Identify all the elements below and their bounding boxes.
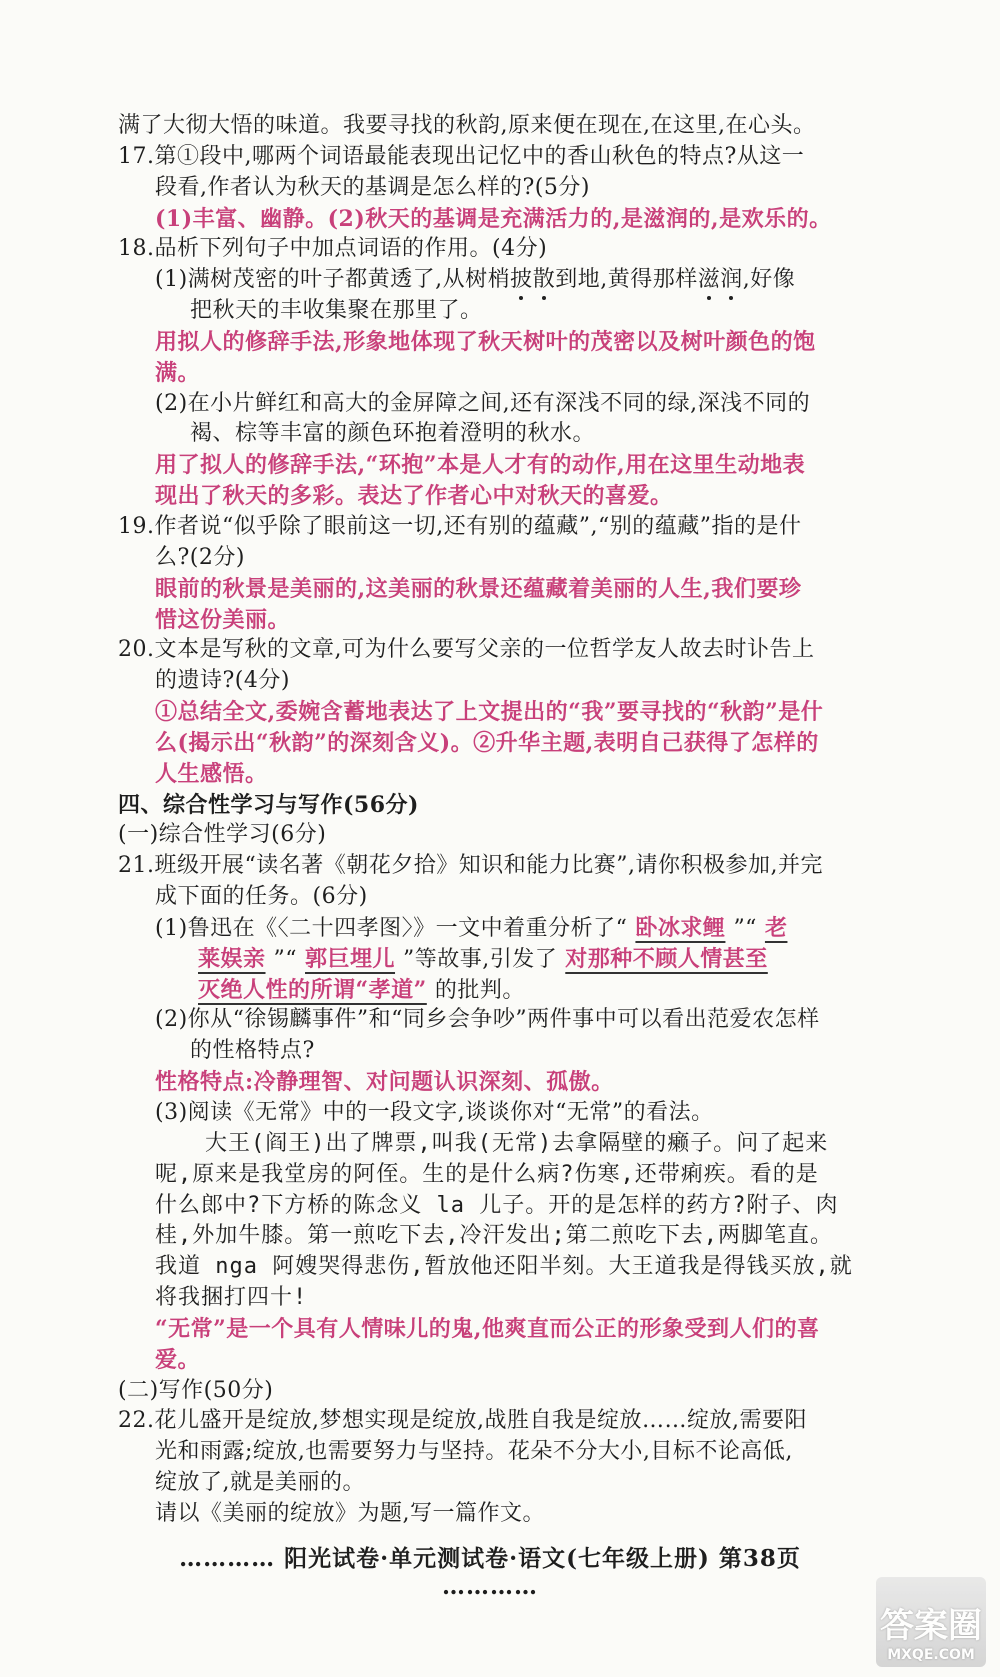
answer-19-cont: 惜这份美丽。	[155, 607, 291, 633]
watermark-url: MXQE.COM	[887, 1647, 975, 1663]
question-18-sentence-2-cont: 褐、棕等丰富的颜色环抱着澄明的秋水。	[190, 421, 596, 446]
subsection-heading: (一)综合性学习(6分)	[118, 822, 327, 847]
fill-blank-answer: 卧冰求鲤	[635, 915, 726, 941]
question-21-2-cont: 的性格特点?	[190, 1038, 315, 1063]
text-line: 满了大彻大悟的味道。我要寻找的秋韵,原来便在现在,在这里,在心头。	[118, 113, 816, 138]
subsection-heading: (二)写作(50分)	[118, 1378, 274, 1403]
question-22-cont2: 绽放了,就是美丽的。	[155, 1470, 365, 1495]
answer-18-1-cont: 满。	[155, 360, 201, 386]
answer-20-cont: 么(揭示出“秋韵”的深刻含义)。②升华主题,表明自己获得了怎样的	[155, 730, 819, 756]
question-21: 21.班级开展“读名著《朝花夕拾》知识和能力比赛”,请你积极参加,并完	[118, 853, 823, 878]
question-21-3: (3)阅读《无常》中的一段文字,谈谈你对“无常”的看法。	[155, 1100, 714, 1125]
answer-21-3: “无常”是一个具有人情味儿的鬼,他爽直而公正的形象受到人们的喜	[155, 1316, 820, 1342]
passage-line: 呢,原来是我堂房的阿侄。生的是什么病?伤寒,还带痢疾。看的是	[155, 1162, 819, 1187]
dotted-word: 散	[532, 267, 556, 292]
dotted-word: 润	[720, 267, 743, 292]
page-footer: ………… 阳光试卷·单元测试卷·语文(七年级上册) 第38页 …………	[179, 1545, 801, 1600]
answer-17: (1)丰富、幽静。(2)秋天的基调是充满活力的,是滋润的,是欢乐的。	[155, 206, 832, 232]
fill-blank-answer: 对那种不顾人情甚至	[565, 946, 768, 972]
question-21-1-cont2: 灭绝人性的所谓“孝道” 的批判。	[190, 976, 525, 1005]
fill-blank-answer: 莱娱亲	[198, 946, 266, 972]
question-19: 19.作者说“似乎除了眼前这一切,还有别的蕴藏”,“别的蕴藏”指的是什	[118, 514, 802, 539]
watermark-text: 答案圈	[880, 1605, 982, 1646]
answer-18-2-cont: 现出了秋天的多彩。表达了作者心中对秋天的喜爱。	[155, 483, 673, 509]
question-20: 20.文本是写秋的文章,可为什么要写父亲的一位哲学友人故去时讣告上	[118, 637, 815, 662]
dotted-word: 披	[510, 267, 533, 292]
answer-21-2: 性格特点:冷静理智、对问题认识深刻、孤傲。	[155, 1069, 614, 1095]
passage-line: 什么郎中?下方桥的陈念义 la 儿子。开的是怎样的药方?附子、肉	[155, 1193, 839, 1218]
question-21-1: (1)鲁迅在《〈二十四孝图〉》一文中着重分析了“ 卧冰求鲤 ”“ 老	[155, 914, 795, 943]
fill-blank-answer: 灭绝人性的所谓“孝道”	[198, 977, 427, 1003]
answer-19: 眼前的秋景是美丽的,这美丽的秋景还蕴藏着美丽的人生,我们要珍	[155, 576, 802, 602]
question-18-sentence-1: (1)满树茂密的叶子都黄透了,从树梢披散到地,黄得那样滋润,好像	[155, 267, 796, 292]
question-17-cont: 段看,作者认为秋天的基调是怎么样的?(5分)	[155, 175, 590, 200]
answer-18-2: 用了拟人的修辞手法,“环抱”本是人才有的动作,用在这里生动地表	[155, 452, 806, 478]
passage-line: 桂,外加牛膝。第一煎吃下去,冷汗发出;第二煎吃下去,两脚笔直。	[155, 1223, 833, 1248]
passage-line: 将我捆打四十!	[155, 1285, 308, 1310]
passage-line: 大王(阎王)出了牌票,叫我(无常)去拿隔壁的癞子。问了起来	[205, 1131, 829, 1156]
dotted-word: 滋	[697, 267, 721, 292]
question-18-sentence-1-cont: 把秋天的丰收集聚在那里了。	[190, 298, 483, 323]
question-21-cont: 成下面的任务。(6分)	[155, 884, 368, 909]
watermark-logo	[876, 1577, 986, 1667]
question-18-sentence-2: (2)在小片鲜红和高大的金屏障之间,还有深浅不同的绿,深浅不同的	[155, 391, 811, 416]
question-22-cont3: 请以《美丽的绽放》为题,写一篇作文。	[155, 1501, 545, 1526]
answer-20: ①总结全文,委婉含蓄地表达了上文提出的“我”要寻找的“秋韵”是什	[155, 699, 824, 725]
fill-blank-answer: 郭巨埋儿	[305, 946, 396, 972]
question-19-cont: 么?(2分)	[155, 545, 245, 570]
section-heading: 四、综合性学习与写作(56分)	[118, 792, 419, 818]
question-22: 22.花儿盛开是绽放,梦想实现是绽放,战胜自我是绽放……绽放,需要阳	[118, 1408, 807, 1433]
answer-21-3-cont: 爱。	[155, 1347, 201, 1373]
answer-18-1: 用拟人的修辞手法,形象地体现了秋天树叶的茂密以及树叶颜色的饱	[155, 329, 816, 355]
question-21-2: (2)你从“徐锡麟事件”和“同乡会争吵”两件事中可以看出范爱农怎样	[155, 1007, 820, 1032]
answer-20-cont2: 人生感悟。	[155, 761, 268, 787]
question-17: 17.第①段中,哪两个词语最能表现出记忆中的香山秋色的特点?从这一	[118, 144, 805, 169]
passage-line: 我道 nga 阿嫂哭得悲伤,暂放他还阳半刻。大王道我是得钱买放,就	[155, 1254, 853, 1279]
question-20-cont: 的遗诗?(4分)	[155, 668, 290, 693]
question-22-cont: 光和雨露;绽放,也需要努力与坚持。花朵不分大小,目标不论高低,	[155, 1439, 793, 1464]
question-18: 18.品析下列句子中加点词语的作用。(4分)	[118, 236, 548, 261]
fill-blank-answer: 老	[764, 915, 788, 941]
question-21-1-cont: 莱娱亲 ”“ 郭巨埋儿 ”等故事,引发了 对那种不顾人情甚至	[190, 945, 776, 974]
